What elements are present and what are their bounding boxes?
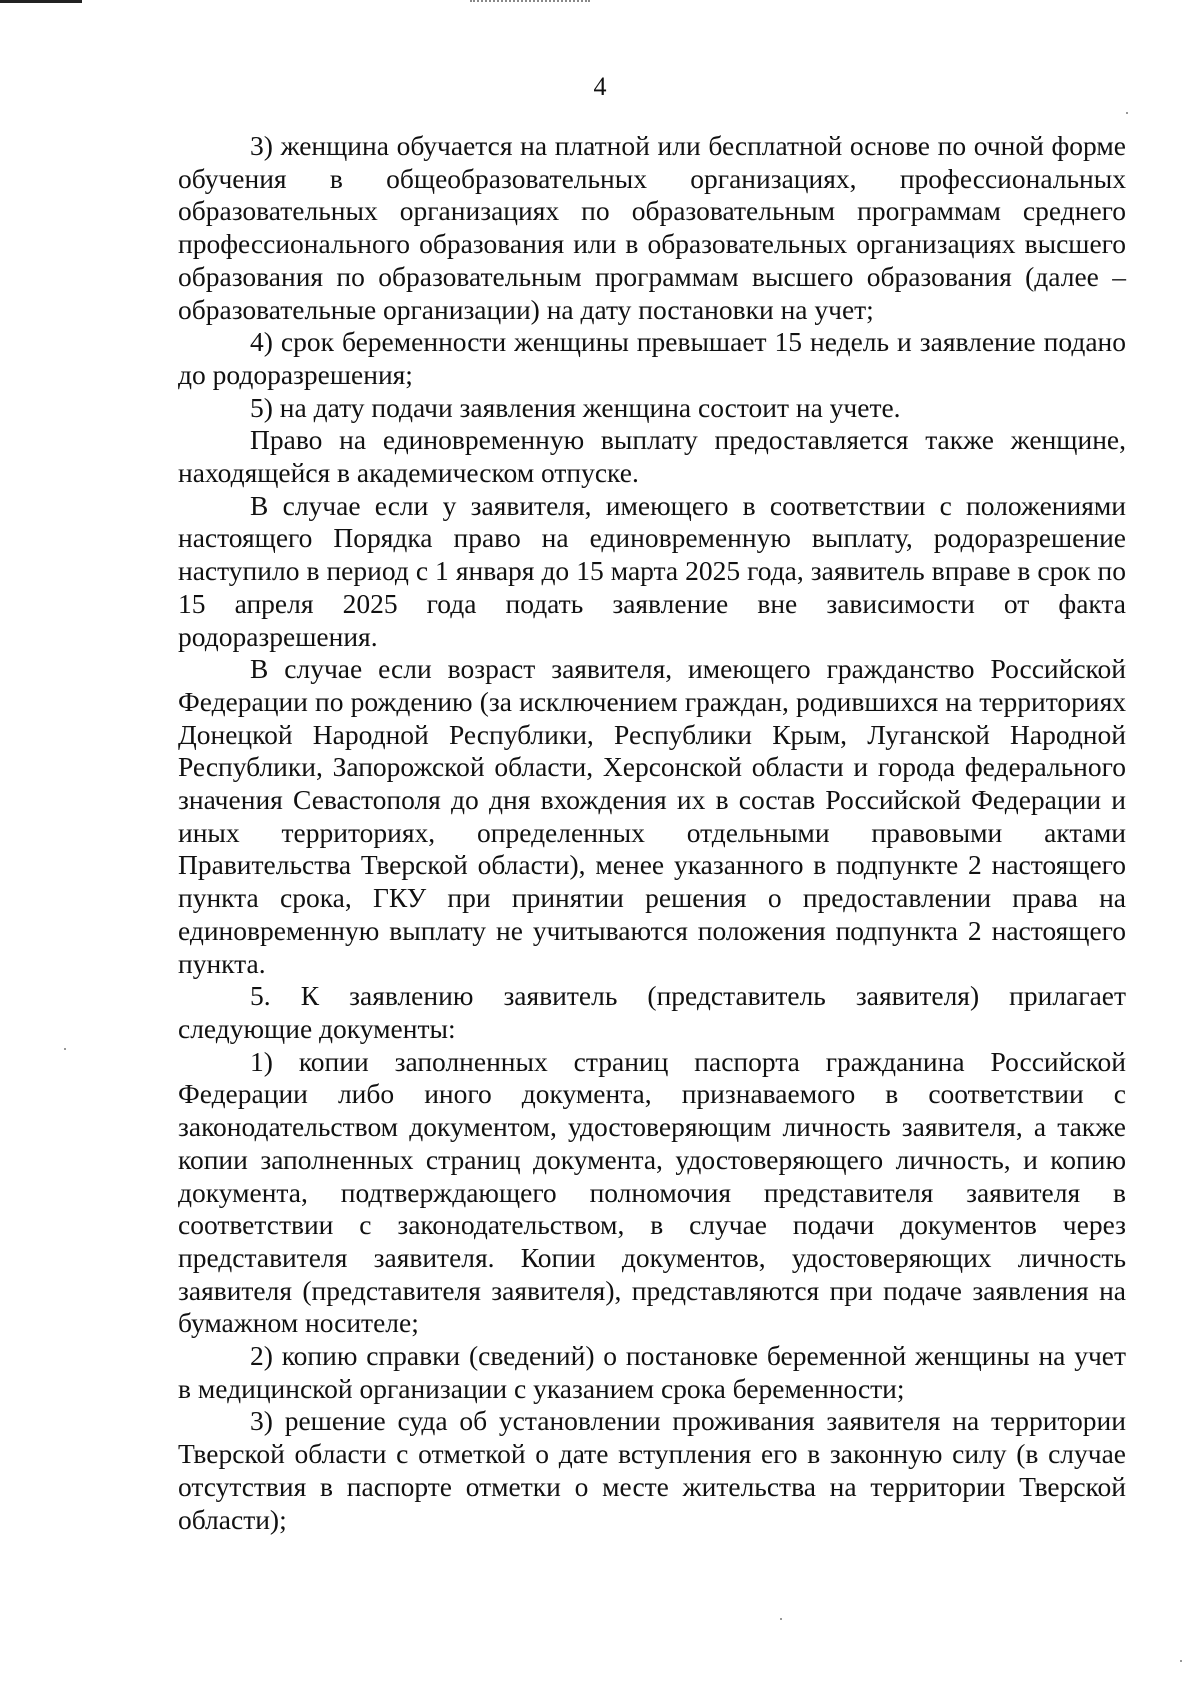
paragraph-section-5-heading: 5. К заявлению заявитель (представитель заявителя) прилагает следующие документы: <box>178 980 1126 1044</box>
paragraph-item-4-pregnancy-term: 4) срок беременности женщины превышает 15 недель и заявление подано до родоразрешения; <box>178 326 1126 390</box>
scan-speck <box>780 1618 782 1620</box>
document-body <box>178 130 1126 1536</box>
scan-edge-dots <box>470 0 590 5</box>
paragraph-doc-1-passport: 1) копии заполненных страниц паспорта гражданина Российской Федерации либо иного документа, признаваемого в соответствии с законодательством документом, удостоверяющим личность заявителя, а также копии заполненных страниц документа, удостоверяющего личность, и копию документа, подтверждающего полномочия представителя заявителя в соответствии с законодательством, в случае подачи документов через представителя заявителя. Копии документов, удостоверяющих личность заявителя (представителя заявителя), представляются при подаче заявления на бумажном носителе; <box>178 1045 1126 1339</box>
paragraph-academic-leave: Право на единовременную выплату предоставляется также женщине, находящейся в академическом отпуске. <box>178 424 1126 489</box>
paragraph-doc-3-court-decision: 3) решение суда об установлении проживания заявителя на территории Тверской области с отметкой о дате вступления его в законную силу (в случае отсутствия в паспорте отметки о месте жительства на территории Тверской области); <box>178 1405 1126 1535</box>
paragraph-delivery-period: В случае если у заявителя, имеющего в соответствии с положениями настоящего Порядка право на единовременную выплату, родоразрешение наступило в период с 1 января до 15 марта 2025 года, заявитель вправе в срок по 15 апреля 2025 года подать заявление вне зависимости от факта родоразрешения. <box>178 489 1126 652</box>
scan-speck <box>1126 112 1128 114</box>
paragraph-item-5-registration: 5) на дату подачи заявления женщина состоит на учете. <box>250 391 901 423</box>
paragraph-item-3-education: 3) женщина обучается на платной или бесплатной основе по очной форме обучения в общеобразовательных организациях, профессиональных образовательных организациях по образовательным программам среднего профессионального образования или в образовательных организациях высшего образования по образовательным программам высшего образования (далее – образовательные организации) на дату постановки на учет; <box>178 130 1126 325</box>
paragraph-doc-2-medical-certificate: 2) копию справки (сведений) о постановке беременной женщины на учет в медицинской организации с указанием срока беременности; <box>178 1340 1126 1404</box>
paragraph-age-exception: В случае если возраст заявителя, имеющего гражданство Российской Федерации по рождению (за исключением граждан, родившихся на территориях Донецкой Народной Республики, Республики Крым, Луганской Народной Республики, Запорожской области, Херсонской области и города федерального значения Севастополя до дня вхождения их в состав Российской Федерации и иных территориях, определенных отдельными правовыми актами Правительства Тверской области), менее указанного в подпункте 2 настоящего пункта срока, ГКУ при принятии решения о предоставлении права на единовременную выплату не учитываются положения подпункта 2 настоящего пункта. <box>178 653 1126 979</box>
scan-speck <box>1180 1660 1182 1662</box>
scan-speck <box>64 1048 66 1050</box>
page-number: 4 <box>593 72 607 101</box>
scan-edge-mark <box>0 0 82 3</box>
